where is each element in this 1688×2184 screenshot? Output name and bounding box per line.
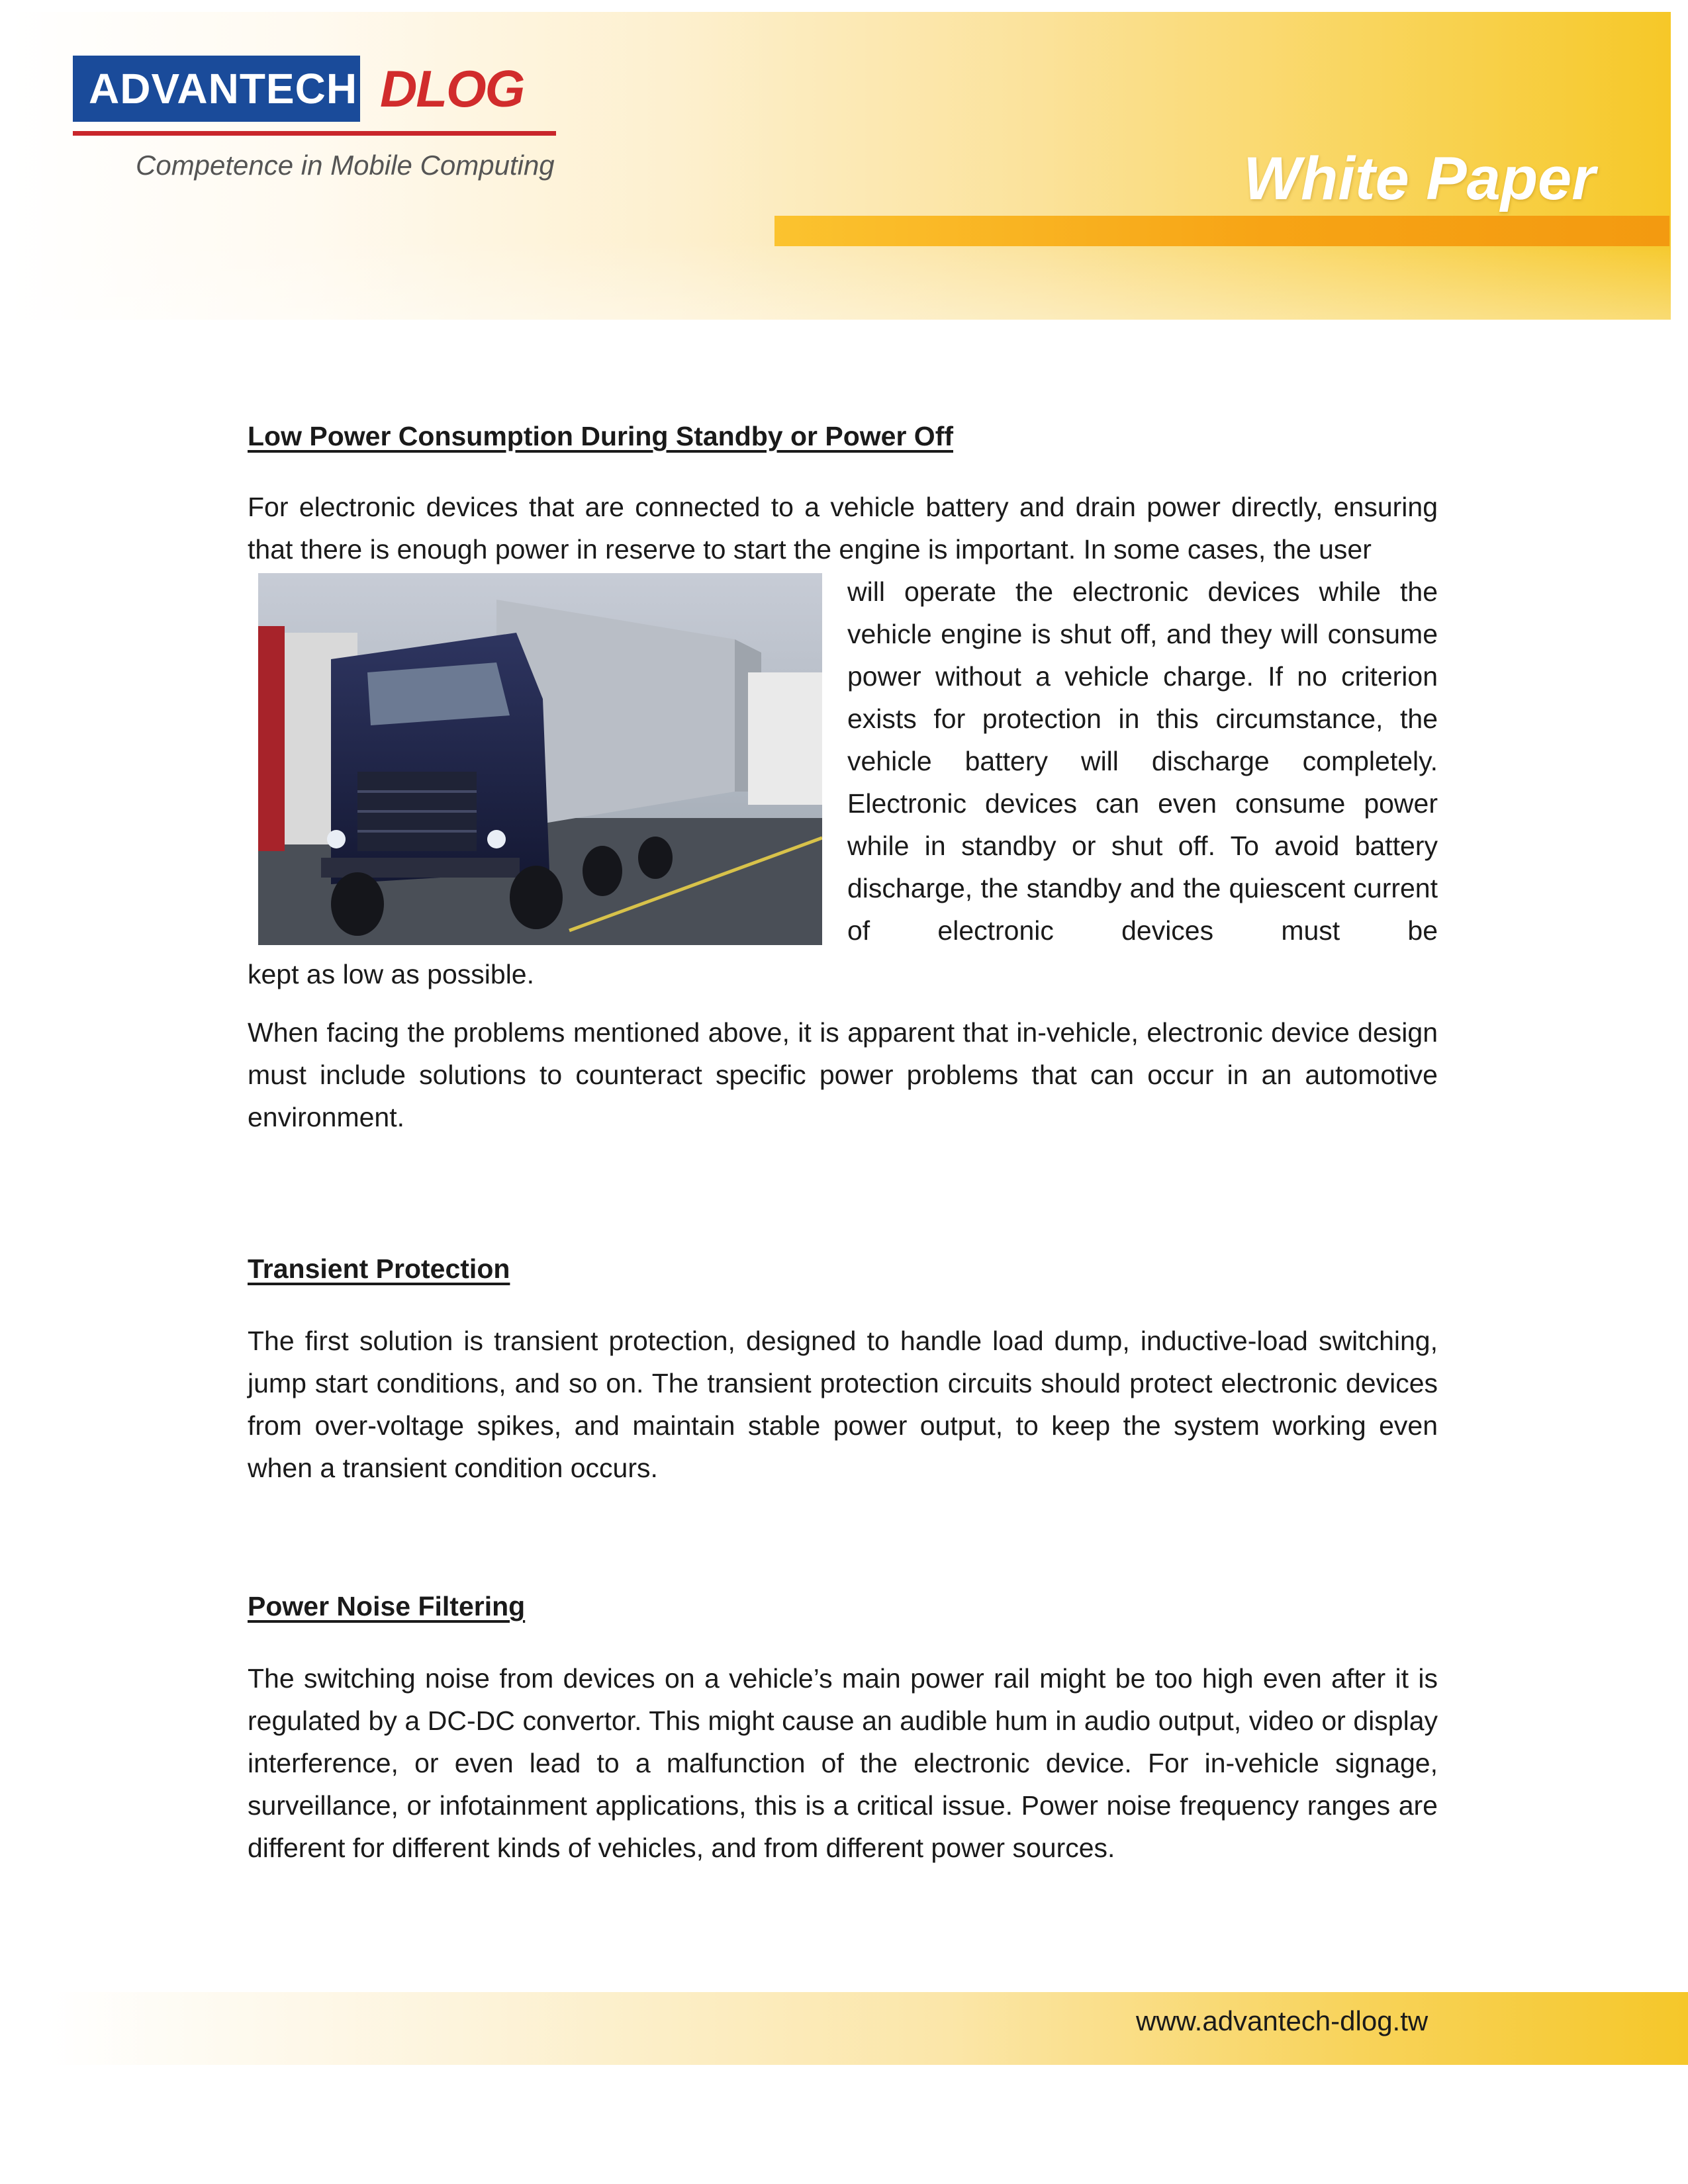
section-heading: Transient Protection xyxy=(248,1253,510,1284)
section-paragraph: The first solution is transient protection, designed to handle load dump, inductive-load switching, jump start conditions, and so on. The transient protection circuits should protect electronic devices from over-voltage spikes, and maintain stable power output, to keep the system working even when a transient condition occurs. xyxy=(248,1326,1438,1483)
section-paragraph: When facing the problems mentioned above, it is apparent that in-vehicle, electronic device design must include solutions to counteract specific power problems that can occur in an automotive environment. xyxy=(248,1017,1438,1132)
truck-photo xyxy=(258,573,822,945)
section-paragraph-tail: kept as low as possible. xyxy=(248,959,535,989)
footer-banner xyxy=(46,1992,1688,2065)
header-accent-bar xyxy=(774,216,1669,246)
section-heading: Power Noise Filtering xyxy=(248,1591,526,1621)
footer-website-link[interactable]: www.advantech-dlog.tw xyxy=(1136,2005,1429,2036)
section-heading: Low Power Consumption During Standby or Power Off xyxy=(248,421,953,451)
logo-divider xyxy=(73,131,556,136)
section-paragraph-wrapped: will operate the electronic devices while the vehicle engine is shut off, and they will consume power without a vehicle charge. If no criterion exists for protection in this circumstance, the vehicle battery will discharge completely. Electronic devices can even consume power while in standby or shut off. To avoid battery discharge, the standby and the quiescent current of electronic devices must be xyxy=(847,576,1438,946)
logo-tagline: Competence in Mobile Computing xyxy=(136,150,555,181)
advantech-logo-text: ADVANTECH xyxy=(73,56,360,122)
company-logo xyxy=(73,56,524,122)
section-paragraph: The switching noise from devices on a vehicle’s main power rail might be too high even after it is regulated by a DC-DC convertor. This might cause an audible hum in audio output, video or display interference, or even lead to a malfunction of the electronic device. For in-vehicle signage, surveillance, or infotainment applications, this is a critical issue. Power noise frequency ranges are different for different kinds of vehicles, and from different power sources. xyxy=(248,1663,1438,1863)
document-type-title: White Paper xyxy=(1243,145,1595,212)
dlog-logo-text: DLOG xyxy=(380,59,524,118)
section-paragraph: For electronic devices that are connected to a vehicle battery and drain power directly, ensuring that there is enough power in reserve to start the engine is important. In some cases, the user xyxy=(248,492,1438,565)
